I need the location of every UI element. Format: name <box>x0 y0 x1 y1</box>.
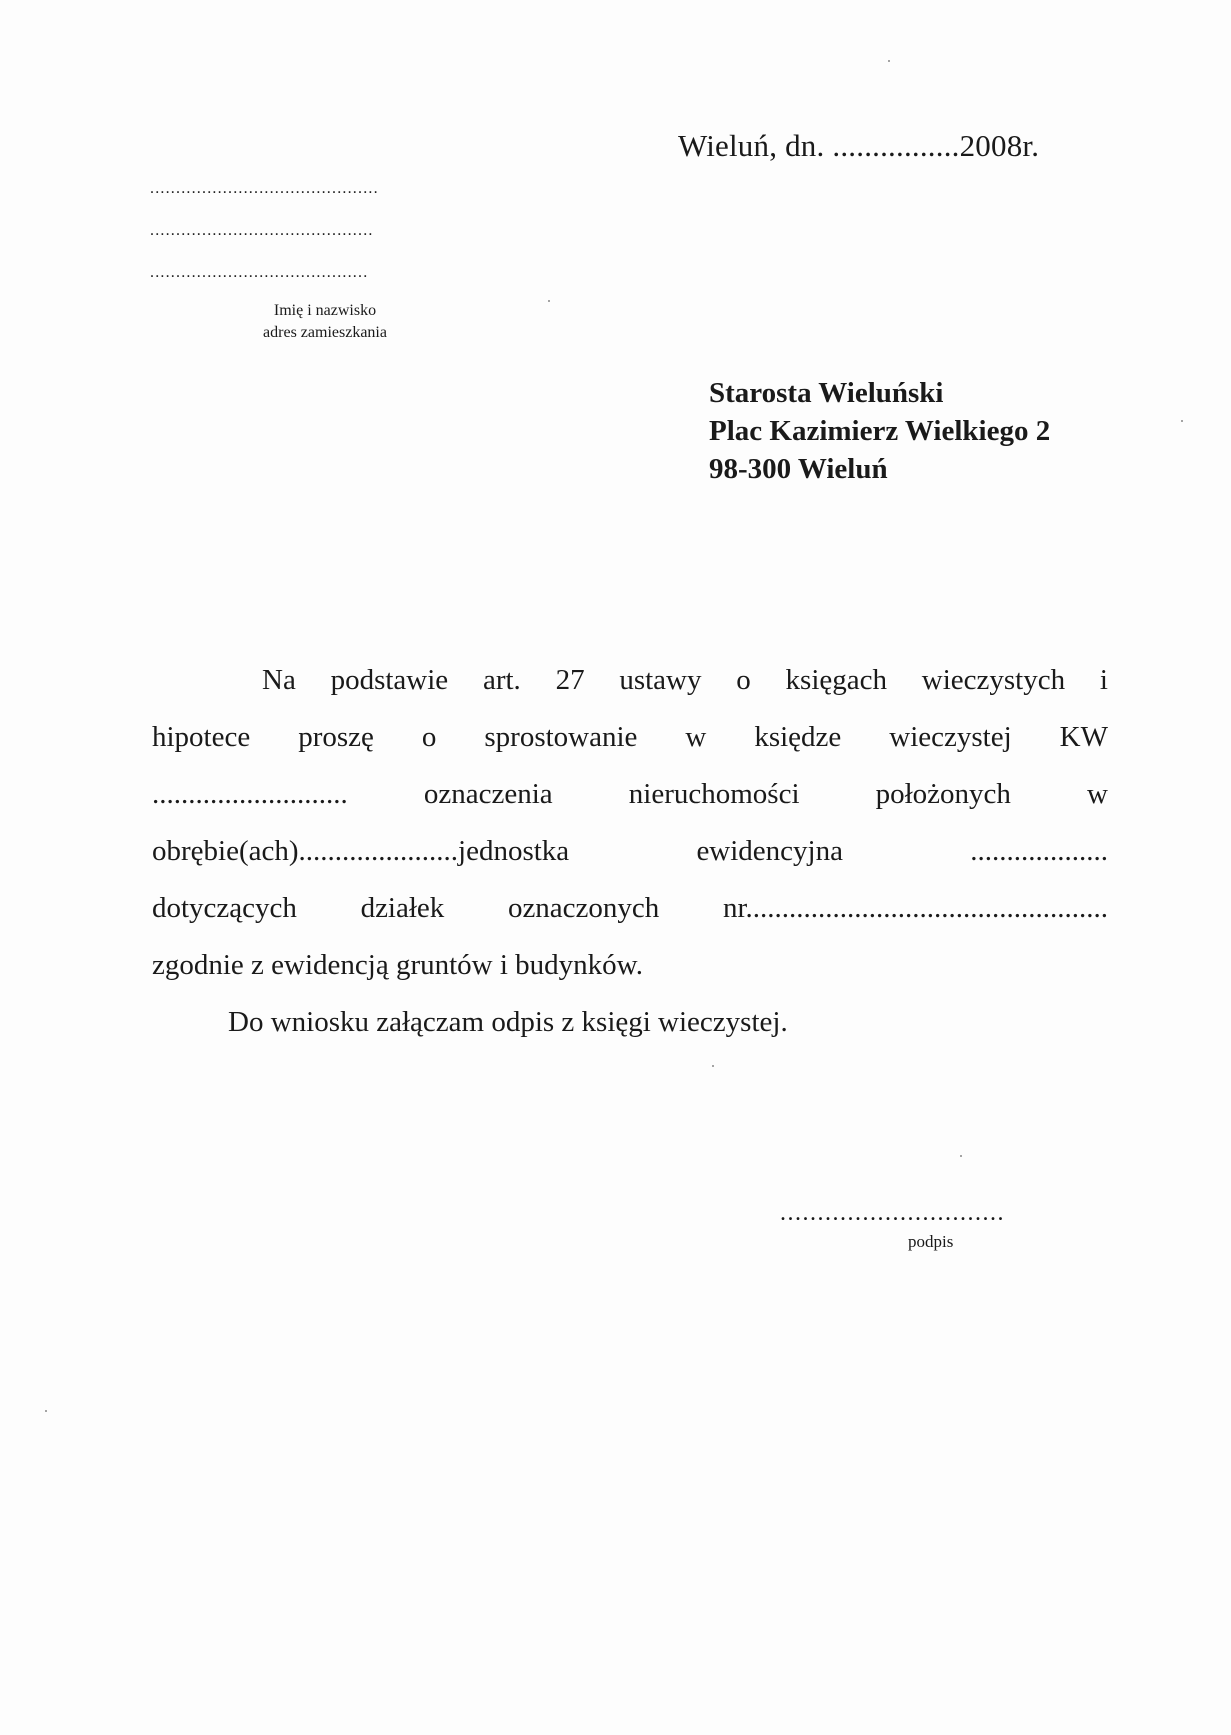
sender-line-3: .......................................... <box>150 264 369 281</box>
body-word: ................... <box>970 835 1108 867</box>
scan-speck <box>888 60 890 62</box>
body-word: art. <box>482 664 521 696</box>
body-line-2 <box>152 709 1108 766</box>
sender-caption <box>150 300 500 344</box>
scan-speck <box>712 1065 714 1067</box>
place-date-line: Wieluń, dn. ................2008r. <box>678 128 1040 163</box>
body-word: proszę <box>298 721 374 753</box>
body-word: w <box>1087 778 1108 810</box>
scan-speck <box>45 1410 47 1412</box>
body-word: o <box>736 664 751 696</box>
body-word: i <box>1099 664 1108 696</box>
body-word: obrębie(ach)......................jednostka <box>152 835 570 867</box>
body-word: o <box>421 721 437 753</box>
addressee-line-1: Starosta Wieluński <box>709 377 944 409</box>
body-word: księdze <box>754 721 842 753</box>
body-word: w <box>685 721 707 753</box>
body-line-1 <box>152 652 1108 709</box>
body-word: podstawie <box>330 664 449 696</box>
addressee-line-3: 98-300 Wieluń <box>709 453 888 485</box>
body-word: działek <box>360 892 445 924</box>
addressee-line-2: Plac Kazimierz Wielkiego 2 <box>709 415 1051 447</box>
signature-caption: podpis <box>908 1232 954 1251</box>
body-word: oznaczonych <box>507 892 660 924</box>
sender-line-1: ............................................ <box>150 180 379 197</box>
body-word: dotyczących <box>152 892 297 924</box>
body-word: nieruchomości <box>628 778 800 810</box>
body-line-5 <box>152 880 1108 937</box>
body-word: ustawy <box>619 664 702 696</box>
request-paragraph <box>152 652 1108 1051</box>
body-line-3 <box>152 766 1108 823</box>
body-line-6: zgodnie z ewidencją gruntów i budynków. <box>152 949 643 981</box>
body-word: ewidencyjna <box>696 835 843 867</box>
body-line-7: Do wniosku załączam odpis z księgi wieczystej. <box>228 1006 788 1038</box>
signature-line: .............................. <box>780 1200 1005 1226</box>
sender-line-2: ........................................... <box>150 222 374 239</box>
addressee-block <box>709 374 1050 488</box>
body-word: ........................... <box>152 778 348 810</box>
sender-caption-name: Imię i nazwisko <box>273 302 377 319</box>
body-word: wieczystej <box>889 721 1012 753</box>
body-word: sprostowanie <box>484 721 638 753</box>
body-word: 27 <box>555 664 585 696</box>
scan-speck <box>548 300 550 302</box>
body-word: hipotece <box>152 721 251 753</box>
scan-speck <box>1181 420 1183 422</box>
body-word: Na <box>262 664 296 696</box>
body-word: księgach <box>785 664 887 696</box>
body-word: oznaczenia <box>423 778 553 810</box>
body-word: KW <box>1059 721 1108 753</box>
body-word: nr.................................................. <box>722 892 1108 924</box>
body-word: położonych <box>875 778 1011 810</box>
scan-speck <box>960 1155 962 1157</box>
body-line-4 <box>152 823 1108 880</box>
sender-caption-address: adres zamieszkania <box>263 324 387 341</box>
body-word: wieczystych <box>921 664 1066 696</box>
